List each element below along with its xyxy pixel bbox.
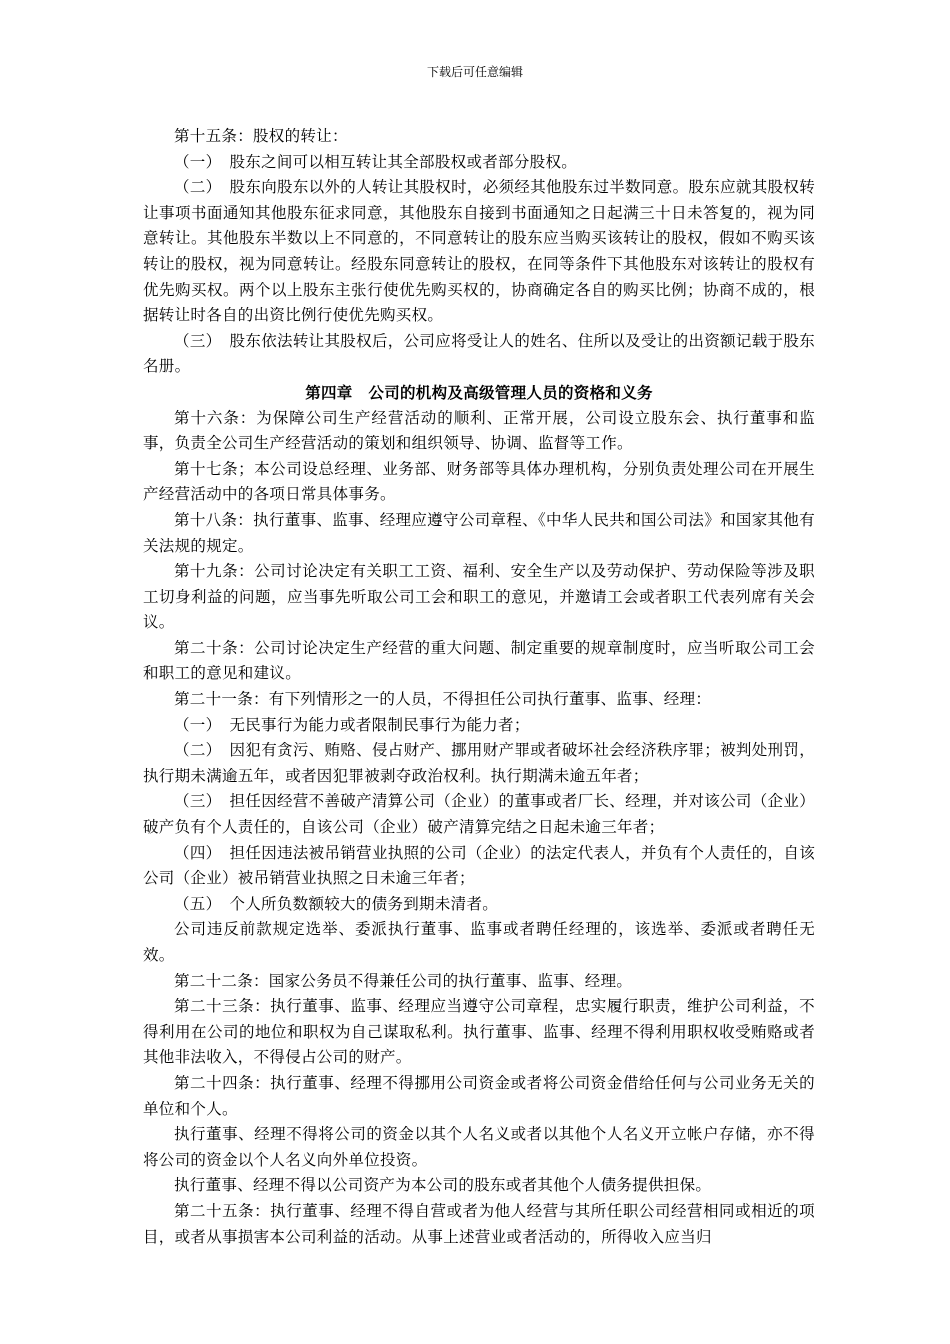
chapter-4-heading: 第四章 公司的机构及高级管理人员的资格和义务 (305, 382, 653, 402)
document-body (143, 124, 815, 1250)
article-15-item-3: （三） 股东依法转让其股权后，公司应将受让人的姓名、住所以及受让的出资额记载于股东名册。 (143, 331, 815, 376)
article-20: 第二十条：公司讨论决定生产经营的重大问题、制定重要的规章制度时，应当听取公司工会和职工的意见和建议。 (143, 638, 815, 683)
page-header: 下载后可任意编辑 (426, 65, 523, 79)
article-24-para-3: 执行董事、经理不得以公司资产为本公司的股东或者其他个人债务提供担保。 (174, 1176, 712, 1195)
article-15-title: 第十五条：股权的转让： (174, 127, 348, 145)
article-24-para-2: 执行董事、经理不得将公司的资金以其个人名义或者以其他个人名义开立帐户存储，亦不得将公司的资金以个人名义向外单位投资。 (143, 1125, 815, 1169)
article-17: 第十七条；本公司设总经理、业务部、财务部等具体办理机构，分别负责处理公司在开展生产经营活动中的各项日常具体事务。 (143, 459, 815, 504)
article-21-item-1: （一） 无民事行为能力或者限制民事行为能力者； (174, 715, 530, 734)
article-21-item-2: （二） 因犯有贪污、贿赂、侵占财产、挪用财产罪或者破坏社会经济秩序罪；被判处刑罚，执行期未满逾五年，或者因犯罪被剥夺政治权利。执行期满未逾五年者； (143, 741, 815, 785)
article-19: 第十九条：公司讨论决定有关职工工资、福利、安全生产以及劳动保护、劳动保险等涉及职工切身利益的问题，应当事先听取公司工会和职工的意见，并邀请工会或者职工代表列席有关会议。 (143, 562, 815, 632)
article-21-note: 公司违反前款规定选举、委派执行董事、监事或者聘任经理的，该选举、委派或者聘任无效。 (143, 920, 815, 964)
article-18: 第十八条：执行董事、监事、经理应遵守公司章程、《中华人民共和国公司法》和国家其他有关法规的规定。 (143, 510, 815, 555)
article-23: 第二十三条：执行董事、监事、经理应当遵守公司章程，忠实履行职责，维护公司利益，不得利用在公司的地位和职权为自己谋取私利。执行董事、监事、经理不得利用职权收受贿赂或者其他非法收入，不得侵占公司的财产。 (143, 997, 815, 1067)
article-22: 第二十二条：国家公务员不得兼任公司的执行董事、监事、经理。 (174, 971, 633, 990)
article-24: 第二十四条：执行董事、经理不得挪用公司资金或者将公司资金借给任何与公司业务无关的单位和个人。 (143, 1073, 815, 1118)
article-21: 第二十一条：有下列情形之一的人员，不得担任公司执行董事、监事、经理： (174, 690, 712, 709)
article-15-item-1: （一） 股东之间可以相互转让其全部股权或者部分股权。 (174, 152, 578, 171)
article-15-item-2: （二） 股东向股东以外的人转让其股权时，必须经其他股东过半数同意。股东应就其股权转让事项书面通知其他股东征求同意，其他股东自接到书面通知之日起满三十日未答复的，视为同意转让。其他股东半数以上不同意的，不同意转让的股东应当购买该转让的股权，假如不购买该转让的股权，视为同意转让。经股东同意转让的股权，在同等条件下其他股东对该转让的股权有优先购买权。两个以上股东主张行使优先购买权的，协商确定各自的购买比例；协商不成的，根据转让时各自的出资比例行使优先购买权。 (143, 178, 815, 325)
article-21-item-3: （三） 担任因经营不善破产清算公司（企业）的董事或者厂长、经理，并对该公司（企业）破产负有个人责任的，自该公司（企业）破产清算完结之日起未逾三年者； (143, 792, 815, 837)
article-21-item-5: （五） 个人所负数额较大的债务到期未清者。 (174, 894, 499, 913)
article-16: 第十六条：为保障公司生产经营活动的顺利、正常开展，公司设立股东会、执行董事和监事，负责全公司生产经营活动的策划和组织领导、协调、监督等工作。 (143, 408, 815, 453)
article-21-item-4: （四） 担任因违法被吊销营业执照的公司（企业）的法定代表人，并负有个人责任的，自该公司（企业）被吊销营业执照之日未逾三年者； (143, 843, 815, 888)
article-25: 第二十五条：执行董事、经理不得自营或者为他人经营与其所任职公司经营相同或相近的项目，或者从事损害本公司利益的活动。从事上述营业或者活动的，所得收入应当归 (143, 1201, 815, 1246)
